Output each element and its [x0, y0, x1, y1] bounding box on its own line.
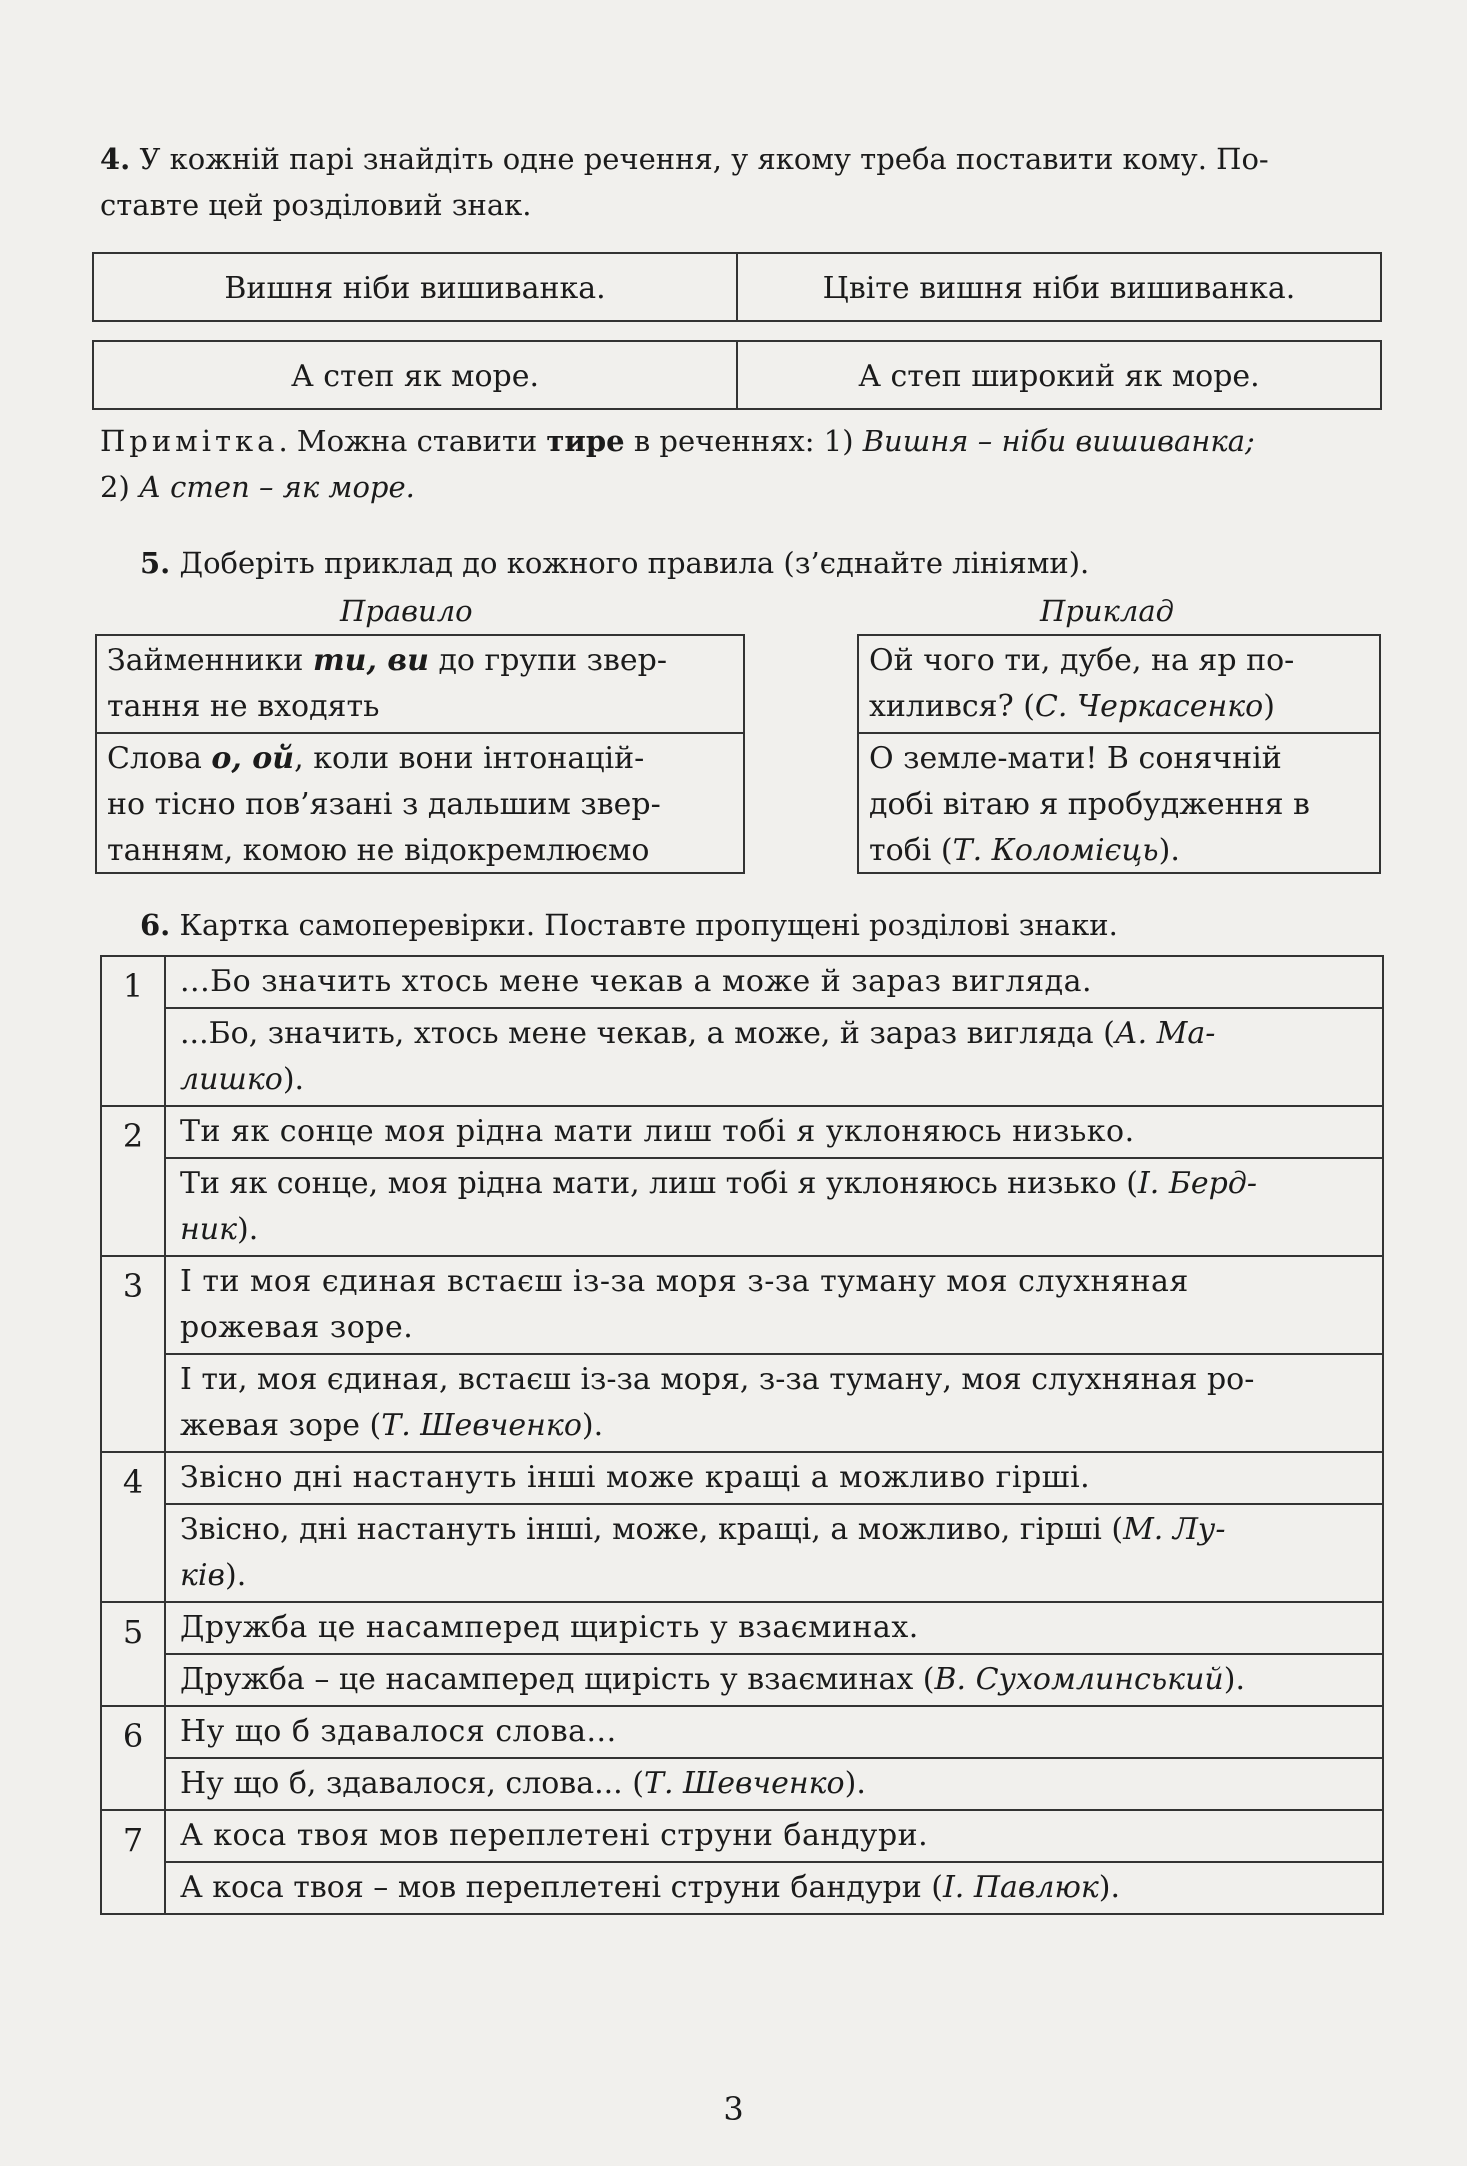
item-number: 5 [101, 1602, 165, 1706]
ex2-e: ). [1158, 833, 1180, 868]
ex6-number: 6. [140, 908, 171, 942]
rule2-a: Слова [107, 741, 212, 776]
table-row [101, 1354, 1383, 1452]
answer-tail: ). [224, 1558, 247, 1593]
ex2-author: Т. Коломієць [952, 833, 1159, 868]
ex4-cell: А степ як море. [93, 341, 737, 409]
item-plain: ...Бо значить хтось мене чекав а може й зараз вигляда. [165, 956, 1383, 1008]
item-number: 7 [101, 1810, 165, 1914]
table-row [101, 1654, 1383, 1706]
ex1-author: С. Черкасенко [1034, 689, 1264, 724]
table-row [101, 1758, 1383, 1810]
item-number: 2 [101, 1106, 165, 1256]
ex5-head-example [1040, 588, 1174, 634]
table-row [101, 1106, 1383, 1158]
answer-text2: жевая зоре ( [180, 1408, 382, 1443]
table-row [101, 956, 1383, 1008]
table-row [101, 1158, 1383, 1256]
note-text: . Можна ставити [278, 424, 547, 458]
ex1-d: ) [1263, 689, 1275, 724]
item-number: 4 [101, 1452, 165, 1602]
table-row [101, 1452, 1383, 1504]
ex4-cell: Вишня ніби вишиванка. [93, 253, 737, 321]
answer-author: І. Берд- [1137, 1166, 1257, 1201]
answer-author2: ків [180, 1558, 225, 1593]
answer-author: М. Лу- [1123, 1512, 1226, 1547]
answer-text: Ну що б, здавалося, слова... ( [180, 1766, 644, 1801]
answer-tail: ). [844, 1766, 866, 1801]
ex5-rules-box [95, 634, 745, 874]
ex4-table-row2 [92, 340, 1382, 410]
answer-text: І ти, моя єдиная, встаєш із-за моря, з-за туману, моя слухняная ро- [180, 1362, 1255, 1397]
item-answer [165, 1158, 1383, 1256]
note-example1: Вишня – ніби вишиванка; [862, 424, 1255, 458]
rule2-c: , коли вони інтонацій- [294, 741, 645, 776]
ex2-c: тобі ( [869, 833, 953, 868]
answer-author2: ник [180, 1212, 237, 1247]
plain-line1: І ти моя єдиная встаєш із-за моря з-за туману моя слухняная [180, 1264, 1189, 1299]
table-row [101, 1862, 1383, 1914]
answer-tail: ). [237, 1212, 259, 1247]
ex4-task [100, 136, 1390, 228]
item-answer [165, 1504, 1383, 1602]
item-answer [165, 1654, 1383, 1706]
ex5-task [140, 540, 1390, 586]
item-number: 6 [101, 1706, 165, 1810]
ex1-a: Ой чого ти, дубе, на яр по- [869, 643, 1295, 678]
answer-author: Т. Шевченко [381, 1408, 582, 1443]
table-row [101, 1810, 1383, 1862]
rule-1 [97, 636, 743, 732]
rule1-a: Займенники [107, 643, 313, 678]
example-2 [859, 732, 1379, 876]
plain-line2: рожевая зоре. [180, 1310, 414, 1345]
ex2-a: О земле-мати! В сонячній [869, 741, 1282, 776]
answer-author: Т. Шевченко [643, 1766, 845, 1801]
note-bold: тире [546, 424, 625, 458]
note-example2: А степ – як море. [138, 470, 415, 504]
ex4-number: 4. [100, 142, 131, 176]
example-1 [859, 636, 1379, 732]
ex4-cell: Цвіте вишня ніби вишиванка. [737, 253, 1381, 321]
ex4-task-line1: У кожній парі знайдіть одне речення, у якому треба поставити кому. По- [139, 142, 1269, 176]
item-number: 1 [101, 956, 165, 1106]
ex4-task-line2: ставте цей розділовий знак. [100, 188, 532, 222]
item-answer [165, 1862, 1383, 1914]
answer-tail: ). [1223, 1662, 1245, 1697]
rule1-d: тання не входять [107, 689, 380, 724]
answer-author: В. Сухомлинський [934, 1662, 1224, 1697]
ex4-cell: А степ широкий як море. [737, 341, 1381, 409]
item-plain: Дружба це насамперед щирість у взаєминах. [165, 1602, 1383, 1654]
answer-text: ...Бо, значить, хтось мене чекав, а може, й зараз вигляда ( [180, 1016, 1115, 1051]
rule2-e: танням, комою не відокремлюємо [107, 833, 650, 868]
rule1-c: до групи звер- [428, 643, 667, 678]
item-plain: А коса твоя мов переплетені струни бандури. [165, 1810, 1383, 1862]
ex5-examples-box [857, 634, 1381, 874]
rule2-b: о, ой [211, 741, 295, 776]
ex5-head-example-text: Приклад [1040, 594, 1174, 628]
answer-text: Звісно, дні настануть інші, може, кращі, а можливо, гірші ( [180, 1512, 1124, 1547]
ex6-table [100, 955, 1384, 1915]
ex2-b: добі вітаю я пробудження в [869, 787, 1310, 822]
item-number: 3 [101, 1256, 165, 1452]
item-answer [165, 1354, 1383, 1452]
answer-author: І. Павлюк [942, 1870, 1099, 1905]
note-prefix: 2) [100, 470, 139, 504]
table-row [101, 1256, 1383, 1354]
ex6-task [140, 902, 1390, 948]
ex4-table-row1 [92, 252, 1382, 322]
ex5-head-rule [340, 588, 473, 634]
answer-text: Ти як сонце, моя рідна мати, лиш тобі я уклоняюсь низько ( [180, 1166, 1138, 1201]
item-plain: Ти як сонце моя рідна мати лиш тобі я уклоняюсь низько. [165, 1106, 1383, 1158]
table-row [101, 1008, 1383, 1106]
answer-tail: ). [581, 1408, 604, 1443]
answer-author: А. Ма- [1114, 1016, 1216, 1051]
answer-text: А коса твоя – мов переплетені струни бандури ( [180, 1870, 943, 1905]
rule-2 [97, 732, 743, 876]
answer-text: Дружба – це насамперед щирість у взаєминах ( [180, 1662, 935, 1697]
rule1-b: ти, ви [312, 643, 429, 678]
item-plain: Ну що б здавалося слова... [165, 1706, 1383, 1758]
answer-author2: лишко [180, 1062, 283, 1097]
table-row [101, 1504, 1383, 1602]
table-row [101, 1706, 1383, 1758]
ex6-task-text: Картка самоперевірки. Поставте пропущені розділові знаки. [179, 908, 1118, 942]
page-number: 3 [723, 2090, 744, 2128]
item-plain: Звісно дні настануть інші може кращі а можливо гірші. [165, 1452, 1383, 1504]
answer-tail: ). [282, 1062, 305, 1097]
answer-tail: ). [1098, 1870, 1121, 1905]
item-answer [165, 1758, 1383, 1810]
ex5-task-text: Доберіть приклад до кожного правила (з’єднайте лініями). [179, 546, 1090, 580]
note-text2: в реченнях: 1) [624, 424, 863, 458]
table-row [101, 1602, 1383, 1654]
ex1-b: хилився? ( [869, 689, 1035, 724]
item-plain [165, 1256, 1383, 1354]
rule2-d: но тісно пов’язані з дальшим звер- [107, 787, 661, 822]
ex4-note [100, 418, 1390, 510]
ex5-number: 5. [140, 546, 171, 580]
item-answer [165, 1008, 1383, 1106]
ex5-head-rule-text: Правило [340, 594, 473, 628]
note-label: Примітка [100, 424, 279, 458]
